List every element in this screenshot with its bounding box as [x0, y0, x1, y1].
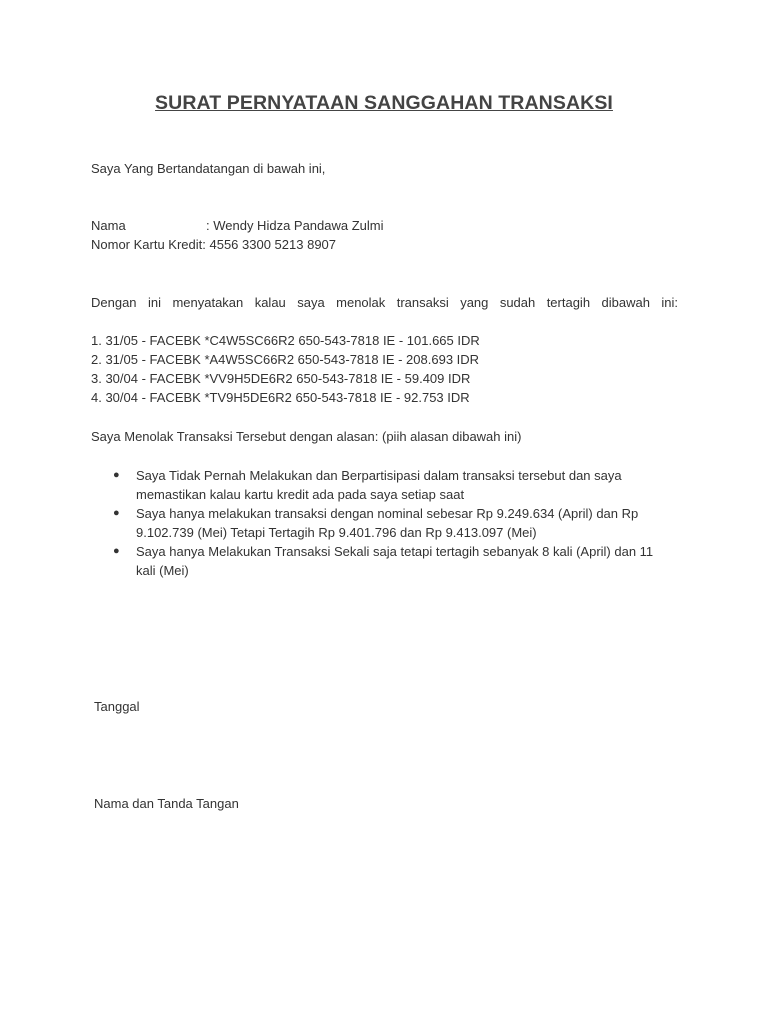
card-number-label: Nomor Kartu Kredit — [91, 237, 203, 252]
reason-text: Saya Tidak Pernah Melakukan dan Berpartisipasi dalam transaksi tersebut dan saya memastikan kalau kartu kredit ada pada saya setiap saat — [136, 468, 622, 502]
bullet-icon: ● — [113, 469, 120, 481]
name-value: : Wendy Hidza Pandawa Zulmi — [206, 218, 384, 233]
transaction-item: 3. 30/04 - FACEBK *VV9H5DE6R2 650-543-7818 IE - 59.409 IDR — [91, 371, 471, 386]
signature-label: Nama dan Tanda Tangan — [94, 796, 239, 811]
statement-paragraph: Dengan ini menyatakan kalau saya menolak transaksi yang sudah tertagih dibawah ini: — [91, 295, 678, 310]
opening-line: Saya Yang Bertandatangan di bawah ini, — [91, 161, 326, 176]
name-label: Nama — [91, 218, 126, 233]
document-title: SURAT PERNYATAAN SANGGAHAN TRANSAKSI — [155, 92, 613, 114]
name-field-row — [91, 216, 384, 235]
card-number-field-row — [91, 235, 336, 254]
card-number-value: : 4556 3300 5213 8907 — [202, 237, 337, 252]
transaction-item: 2. 31/05 - FACEBK *A4W5SC66R2 650-543-7818 IE - 208.693 IDR — [91, 352, 480, 367]
transaction-item: 1. 31/05 - FACEBK *C4W5SC66R2 650-543-7818 IE - 101.665 IDR — [91, 333, 480, 348]
reason-intro: Saya Menolak Transaksi Tersebut dengan alasan: (piih alasan dibawah ini) — [91, 429, 522, 444]
reason-list — [109, 466, 669, 580]
reason-item — [109, 542, 669, 580]
reason-item — [109, 504, 669, 542]
reason-text: Saya hanya melakukan transaksi dengan nominal sebesar Rp 9.249.634 (April) dan Rp 9.102.739 (Mei) Tetapi Tertagih Rp 9.401.796 dan Rp 9.413.097 (Mei) — [136, 506, 639, 540]
bullet-icon: ● — [113, 545, 120, 557]
reason-text: Saya hanya Melakukan Transaksi Sekali saja tetapi tertagih sebanyak 8 kali (April) dan 11 kali (Mei) — [136, 544, 654, 578]
bullet-icon: ● — [113, 507, 120, 519]
transaction-list — [91, 331, 480, 407]
transaction-item: 4. 30/04 - FACEBK *TV9H5DE6R2 650-543-7818 IE - 92.753 IDR — [91, 390, 470, 405]
date-label: Tanggal — [94, 699, 140, 714]
reason-item — [109, 466, 669, 504]
